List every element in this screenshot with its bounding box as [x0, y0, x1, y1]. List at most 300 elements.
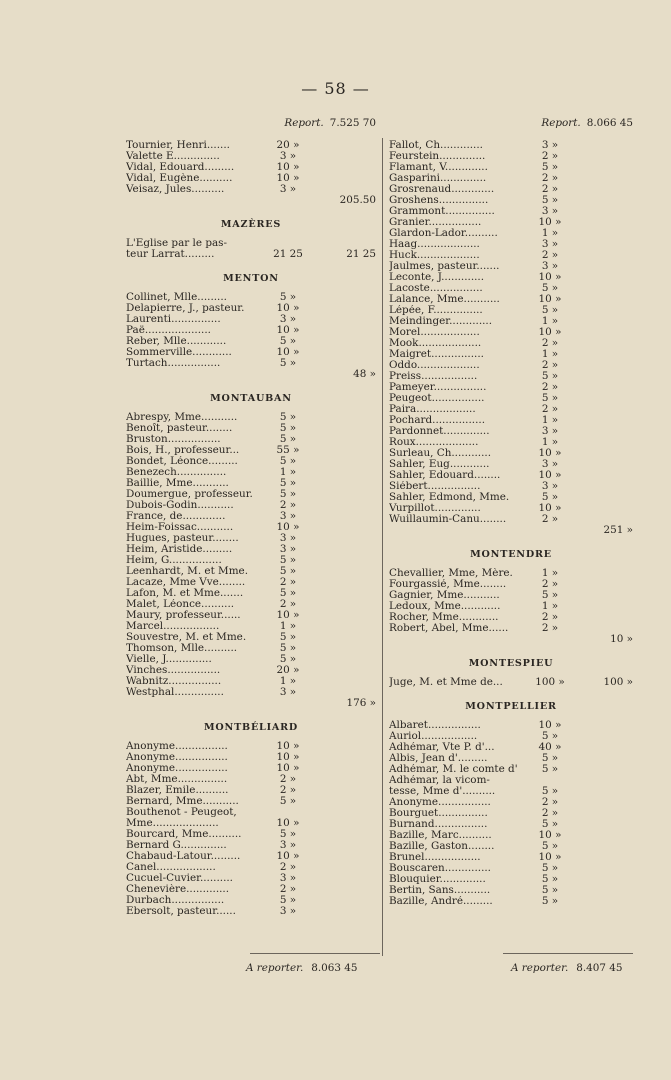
donor-name: Maigret................	[389, 349, 484, 360]
entry-row	[389, 371, 633, 382]
donation-amount: 2 »	[541, 403, 559, 415]
donor-name: Auriol.................	[389, 731, 478, 742]
inline-subtotal	[308, 555, 376, 566]
donation-amount: 3 »	[541, 260, 559, 272]
inline-subtotal	[308, 544, 376, 555]
donation-amount: 3 »	[279, 872, 297, 884]
entry-row	[126, 687, 376, 698]
inline-subtotal	[308, 445, 376, 456]
entry-row	[389, 590, 633, 601]
entry-row	[389, 885, 633, 896]
inline-subtotal	[567, 338, 633, 349]
left-report-line	[126, 116, 376, 130]
donation-amount: 10 »	[538, 326, 562, 338]
inline-subtotal	[567, 305, 633, 316]
inline-subtotal	[567, 228, 633, 239]
entry-row	[126, 151, 376, 162]
donor-name: Bourguet...............	[389, 808, 488, 819]
donation-amount: 10 »	[276, 817, 300, 829]
donation-amount: 5 »	[541, 840, 559, 852]
entry-row	[126, 325, 376, 336]
inline-subtotal	[567, 217, 633, 228]
entry-row	[389, 382, 633, 393]
entry-row	[389, 239, 633, 250]
donor-name: Lacaze, Mme Vve........	[126, 577, 246, 588]
donor-name: Grammont...............	[389, 206, 495, 217]
donor-name: Meindinger.............	[389, 316, 493, 327]
donor-name: Bondet, Léonce.........	[126, 456, 238, 467]
donor-name: Ledoux, Mme............	[389, 601, 501, 612]
town-subtotal: 251 »	[603, 524, 633, 536]
right-report-line	[389, 116, 633, 130]
donation-amount: 10 »	[276, 740, 300, 752]
donation-amount: 5 »	[279, 554, 297, 566]
entry-row	[389, 272, 633, 283]
right-footer	[511, 962, 623, 974]
inline-subtotal	[567, 437, 633, 448]
entry-row	[389, 612, 633, 623]
entry-row	[126, 632, 376, 643]
donation-amount: 2 »	[541, 150, 559, 162]
entry-row	[126, 500, 376, 511]
donor-name: Canel..................	[126, 862, 216, 873]
donation-amount: 10 »	[276, 609, 300, 621]
donor-name: Mme....................	[126, 818, 219, 829]
donation-amount: 10 »	[276, 324, 300, 336]
town-heading: MONTAUBAN	[210, 393, 292, 404]
donor-name: Turtach................	[126, 358, 221, 369]
donation-amount: 2 »	[541, 249, 559, 261]
entry-row	[389, 753, 633, 764]
entry-row	[389, 623, 633, 634]
donation-amount: 5 »	[279, 828, 297, 840]
donor-name: Hugues, pasteur........	[126, 533, 239, 544]
right-footer-rule	[503, 953, 633, 954]
donor-name: Robert, Abel, Mme......	[389, 623, 509, 634]
entry-row	[389, 404, 633, 415]
entry-row	[126, 665, 376, 676]
inline-subtotal	[308, 785, 376, 796]
donor-name: Gasparini..............	[389, 173, 487, 184]
donation-amount: 10 »	[276, 302, 300, 314]
town-heading: MENTON	[223, 273, 279, 284]
donation-amount: 1 »	[541, 414, 559, 426]
donor-name: Heim, G................	[126, 555, 222, 566]
inline-subtotal	[567, 896, 633, 907]
inline-subtotal	[308, 434, 376, 445]
inline-subtotal	[567, 404, 633, 415]
donor-name: Doumergue, professeur.	[126, 489, 253, 500]
inline-subtotal	[308, 423, 376, 434]
donor-name: Bourcard, Mme..........	[126, 829, 242, 840]
donation-amount: 3 »	[541, 139, 559, 151]
entry-row	[389, 173, 633, 184]
donor-name: Marcel.................	[126, 621, 220, 632]
donation-amount: 3 »	[279, 839, 297, 851]
donation-amount: 5 »	[541, 370, 559, 382]
inline-subtotal	[308, 566, 376, 577]
entry-row	[389, 852, 633, 863]
donor-name: Haag...................	[389, 239, 480, 250]
entry-row	[126, 741, 376, 752]
left-footer	[246, 962, 358, 974]
donor-name: Anonyme................	[126, 741, 228, 752]
donor-name: Vidal, Edouard.........	[126, 162, 235, 173]
donation-amount: 1 »	[541, 436, 559, 448]
donation-amount: 3 »	[279, 183, 297, 195]
donation-amount: 5 »	[541, 589, 559, 601]
donor-name: Fallot, Ch.............	[389, 140, 483, 151]
donor-name: teur Larrat.........	[126, 249, 215, 260]
donor-name: Chabaud-Latour.........	[126, 851, 241, 862]
donation-amount: 1 »	[541, 600, 559, 612]
donation-amount: 3 »	[541, 238, 559, 250]
donor-name: Ebersolt, pasteur......	[126, 906, 236, 917]
entry-row	[389, 764, 633, 775]
entry-row	[389, 228, 633, 239]
donation-amount: 5 »	[541, 895, 559, 907]
entry-row	[126, 829, 376, 840]
donation-amount: 1 »	[541, 567, 559, 579]
donation-amount: 2 »	[279, 883, 297, 895]
inline-subtotal	[308, 456, 376, 467]
entry-row	[126, 566, 376, 577]
entry-row	[389, 481, 633, 492]
inline-subtotal	[567, 775, 633, 786]
inline-subtotal	[567, 316, 633, 327]
report-value: 7.525 70	[329, 117, 376, 129]
donor-name: Delapierre, J., pasteur.	[126, 303, 245, 314]
inline-subtotal	[308, 533, 376, 544]
donor-name: Benoît, pasteur........	[126, 423, 233, 434]
inline-subtotal	[308, 500, 376, 511]
donor-name: Pardonnet..............	[389, 426, 490, 437]
inline-subtotal	[567, 579, 633, 590]
entry-row	[126, 456, 376, 467]
entry-row	[389, 250, 633, 261]
donor-name: Benezech...............	[126, 467, 227, 478]
donation-amount: 2 »	[279, 598, 297, 610]
entry-row	[126, 314, 376, 325]
report-value: 8.066 45	[586, 117, 633, 129]
inline-subtotal	[308, 807, 376, 818]
donor-name: Wabnitz................	[126, 676, 222, 687]
inline-subtotal	[567, 151, 633, 162]
entry-row	[389, 327, 633, 338]
donation-amount: 5 »	[279, 795, 297, 807]
town-heading: MONTBÉLIARD	[203, 722, 299, 733]
donor-name: Lacoste................	[389, 283, 483, 294]
donation-amount: 5 »	[541, 282, 559, 294]
donation-amount: 5 »	[279, 335, 297, 347]
donor-name: Leconte, J.............	[389, 272, 485, 283]
entry-row	[389, 896, 633, 907]
inline-subtotal	[567, 195, 633, 206]
donation-amount: 40 »	[538, 741, 562, 753]
entry-row	[389, 448, 633, 459]
donation-amount: 10 »	[538, 719, 562, 731]
entry-row	[389, 426, 633, 437]
town-heading: MONTPELLIER	[465, 701, 557, 712]
entry-row	[389, 338, 633, 349]
donor-name: Sahler, Eug............	[389, 459, 490, 470]
entry-row	[126, 774, 376, 785]
inline-subtotal	[308, 884, 376, 895]
entry-row	[126, 533, 376, 544]
inline-subtotal	[567, 731, 633, 742]
donation-amount: 10 »	[538, 502, 562, 514]
inline-subtotal	[308, 862, 376, 873]
inline-subtotal	[308, 895, 376, 906]
inline-subtotal	[567, 371, 633, 382]
inline-subtotal	[308, 621, 376, 632]
donor-name: Paira..................	[389, 404, 476, 415]
entry-row	[389, 786, 633, 797]
donor-name: Anonyme................	[126, 752, 228, 763]
donation-amount: 3 »	[279, 313, 297, 325]
donation-amount: 2 »	[541, 359, 559, 371]
donation-amount: 5 »	[541, 752, 559, 764]
inline-subtotal	[567, 503, 633, 514]
donor-name: Adhémar, la vicom-	[389, 775, 490, 786]
donor-name: France, de.............	[126, 511, 226, 522]
entry-row	[389, 503, 633, 514]
donation-amount: 2 »	[541, 381, 559, 393]
inline-subtotal	[308, 599, 376, 610]
inline-subtotal	[308, 467, 376, 478]
entry-row	[389, 830, 633, 841]
donation-amount: 3 »	[279, 150, 297, 162]
donation-amount: 10 »	[276, 521, 300, 533]
inline-subtotal	[308, 347, 376, 358]
entry-row	[389, 140, 633, 151]
entry-row	[389, 808, 633, 819]
donor-name: Bouscaren..............	[389, 863, 491, 874]
inline-subtotal	[567, 492, 633, 503]
entry-row	[126, 489, 376, 500]
entry-row	[126, 511, 376, 522]
entry-row	[126, 336, 376, 347]
entry-row	[126, 303, 376, 314]
entry-row	[126, 434, 376, 445]
inline-subtotal	[308, 314, 376, 325]
donation-amount: 3 »	[541, 205, 559, 217]
entry-row	[126, 467, 376, 478]
donor-name: Thomson, Mlle..........	[126, 643, 238, 654]
town-subtotal: 10 »	[610, 633, 633, 645]
entry-row	[389, 283, 633, 294]
donor-name: Surleau, Ch............	[389, 448, 492, 459]
donation-amount: 5 »	[279, 653, 297, 665]
donor-name: Blouquier..............	[389, 874, 486, 885]
inline-subtotal	[567, 239, 633, 250]
inline-subtotal	[308, 676, 376, 687]
entry-row	[126, 873, 376, 884]
donor-name: Pochard................	[389, 415, 485, 426]
inline-subtotal	[308, 577, 376, 588]
inline-subtotal	[567, 808, 633, 819]
town-heading: MONTESPIEU	[468, 658, 554, 669]
inline-subtotal	[308, 632, 376, 643]
inline-subtotal	[308, 292, 376, 303]
inline-subtotal	[567, 863, 633, 874]
inline-subtotal	[308, 610, 376, 621]
donor-name: Sommerville............	[126, 347, 232, 358]
entry-row	[126, 412, 376, 423]
town-subtotal: 48 »	[353, 368, 376, 380]
donor-name: Maury, professeur......	[126, 610, 241, 621]
inline-subtotal	[567, 786, 633, 797]
inline-subtotal	[308, 489, 376, 500]
donation-amount: 3 »	[541, 425, 559, 437]
donor-name: Souvestre, M. et Mme.	[126, 632, 247, 643]
inline-subtotal	[308, 829, 376, 840]
inline-subtotal	[308, 511, 376, 522]
inline-subtotal	[567, 360, 633, 371]
inline-subtotal	[308, 741, 376, 752]
donation-amount: 3 »	[279, 543, 297, 555]
inline-subtotal	[308, 774, 376, 785]
donation-amount: 10 »	[276, 172, 300, 184]
donor-name: Bouthenot - Peugeot,	[126, 807, 237, 818]
inline-subtotal	[567, 764, 633, 775]
donor-name: Granier................	[389, 217, 482, 228]
donor-name: Mook...................	[389, 338, 482, 349]
donor-name: Vidal, Eugène..........	[126, 173, 233, 184]
donation-amount: 5 »	[541, 304, 559, 316]
inline-subtotal	[567, 568, 633, 579]
inline-subtotal	[567, 612, 633, 623]
inline-subtotal	[567, 885, 633, 896]
inline-subtotal	[567, 250, 633, 261]
donation-amount: 5 »	[279, 631, 297, 643]
donor-name: Bazille, André.........	[389, 896, 493, 907]
town-subtotal: 176 »	[346, 697, 376, 709]
donation-amount: 10 »	[276, 762, 300, 774]
right-footer-value: 8.407 45	[576, 962, 623, 974]
entry-row	[126, 643, 376, 654]
donation-amount: 2 »	[279, 576, 297, 588]
donor-name: Durbach................	[126, 895, 225, 906]
inline-subtotal	[308, 151, 376, 162]
donor-name: Dubois-Godin...........	[126, 500, 234, 511]
donor-name: Brunel.................	[389, 852, 481, 863]
donation-amount: 5 »	[279, 357, 297, 369]
donation-amount: 100 »	[535, 676, 565, 688]
inline-subtotal	[308, 325, 376, 336]
donation-amount: 5 »	[279, 455, 297, 467]
inline-subtotal	[308, 412, 376, 423]
inline-subtotal	[567, 590, 633, 601]
inline-subtotal	[308, 851, 376, 862]
entry-row	[389, 217, 633, 228]
donor-name: Sahler, Edmond, Mme.	[389, 492, 510, 503]
donor-name: Leenhardt, M. et Mme.	[126, 566, 248, 577]
donor-name: Veisaz, Jules..........	[126, 184, 225, 195]
donor-name: Grosrenaud.............	[389, 184, 495, 195]
entry-row	[389, 797, 633, 808]
entry-row	[126, 577, 376, 588]
inline-subtotal	[567, 830, 633, 841]
entry-row	[126, 588, 376, 599]
donor-name: Vurpillot..............	[389, 503, 481, 514]
entry-row	[126, 895, 376, 906]
inline-subtotal	[567, 393, 633, 404]
donation-amount: 10 »	[538, 829, 562, 841]
donation-amount: 5 »	[279, 894, 297, 906]
entry-row	[389, 294, 633, 305]
entry-row	[126, 347, 376, 358]
donation-amount: 2 »	[279, 773, 297, 785]
donor-name: Adhémar, Vte P. d'...	[389, 742, 495, 753]
inline-subtotal	[567, 415, 633, 426]
donation-amount: 2 »	[541, 337, 559, 349]
entry-row	[126, 862, 376, 873]
entry-row	[389, 206, 633, 217]
donation-amount: 5 »	[541, 884, 559, 896]
entry-row	[389, 874, 633, 885]
left-footer-rule	[250, 953, 380, 954]
donation-amount: 2 »	[541, 611, 559, 623]
donation-amount: 20 »	[276, 664, 300, 676]
donation-amount: 10 »	[538, 293, 562, 305]
entry-row	[389, 775, 633, 786]
inline-subtotal	[308, 588, 376, 599]
donation-amount: 5 »	[279, 587, 297, 599]
entry-row	[389, 514, 633, 525]
inline-subtotal	[567, 162, 633, 173]
donation-amount: 10 »	[538, 469, 562, 481]
donation-amount: 1 »	[541, 227, 559, 239]
donation-amount: 5 »	[541, 392, 559, 404]
inline-subtotal	[567, 261, 633, 272]
donation-amount: 2 »	[541, 513, 559, 525]
donation-amount: 10 »	[276, 850, 300, 862]
column-separator	[382, 138, 383, 956]
donor-name: Anonyme................	[126, 763, 228, 774]
inline-subtotal	[567, 841, 633, 852]
inline-subtotal	[308, 906, 376, 917]
spacer	[126, 130, 376, 140]
entry-row	[126, 676, 376, 687]
donor-name: Sahler, Edouard........	[389, 470, 501, 481]
inline-subtotal	[567, 206, 633, 217]
donation-amount: 1 »	[279, 466, 297, 478]
entry-row	[126, 544, 376, 555]
entry-row	[389, 437, 633, 448]
donation-amount: 5 »	[279, 642, 297, 654]
donor-name: Bazille, Gaston........	[389, 841, 495, 852]
right-footer-label: A reporter.	[511, 962, 569, 974]
entry-row	[126, 906, 376, 917]
donor-name: Bruston................	[126, 434, 221, 445]
entry-row	[389, 677, 633, 688]
entry-row	[126, 140, 376, 151]
entry-row	[126, 478, 376, 489]
donation-amount: 5 »	[279, 565, 297, 577]
inline-subtotal	[567, 349, 633, 360]
entry-row	[389, 151, 633, 162]
donor-name: Roux...................	[389, 437, 479, 448]
donation-amount: 2 »	[279, 499, 297, 511]
inline-subtotal	[308, 522, 376, 533]
donor-name: Anonyme................	[389, 797, 491, 808]
entry-row	[126, 752, 376, 763]
donation-amount: 5 »	[541, 818, 559, 830]
inline-subtotal	[567, 327, 633, 338]
inline-subtotal	[567, 173, 633, 184]
donor-name: Peugeot................	[389, 393, 485, 404]
